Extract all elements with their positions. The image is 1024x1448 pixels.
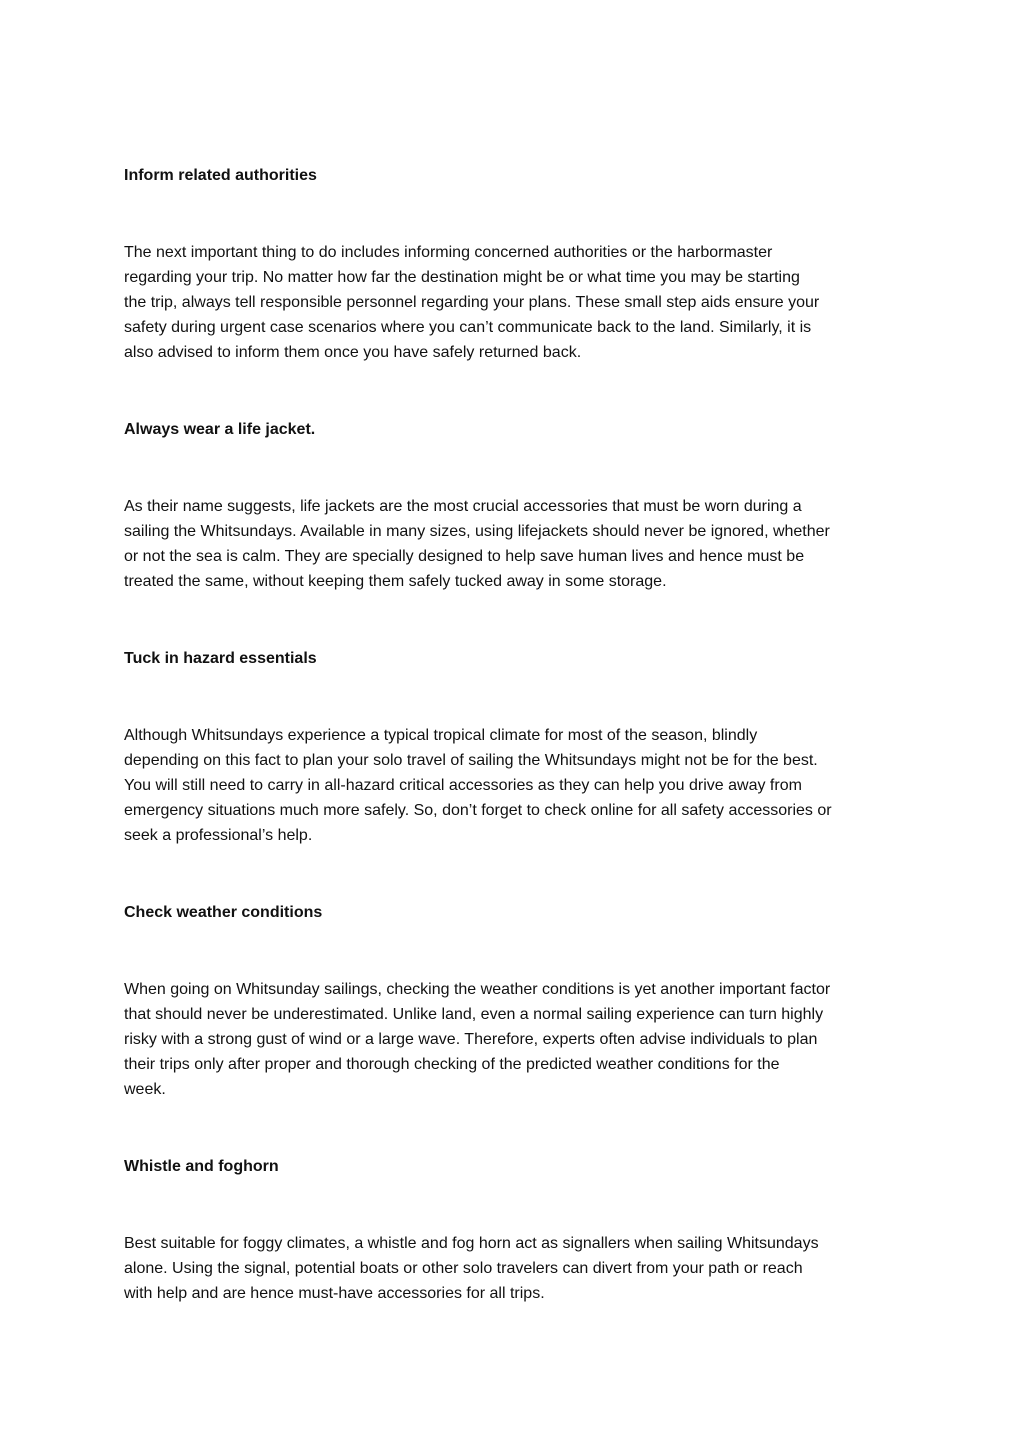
paragraph-line: depending on this fact to plan your solo travel of sailing the Whitsundays might not be for the best. xyxy=(124,752,818,769)
paragraph-line: As their name suggests, life jackets are the most crucial accessories that must be worn during a xyxy=(124,498,802,515)
paragraph-line: treated the same, without keeping them safely tucked away in some storage. xyxy=(124,573,667,590)
paragraph-line: sailing the Whitsundays. Available in many sizes, using lifejackets should never be ignored, whether xyxy=(124,523,830,540)
paragraph-line: alone. Using the signal, potential boats or other solo travelers can divert from your path or reach xyxy=(124,1260,803,1277)
section-heading: Tuck in hazard essentials xyxy=(124,650,317,667)
paragraph-line: also advised to inform them once you have safely returned back. xyxy=(124,344,582,361)
paragraph-line: week. xyxy=(124,1081,166,1098)
paragraph-line: that should never be underestimated. Unlike land, even a normal sailing experience can turn highly xyxy=(124,1006,824,1023)
section-life-jacket xyxy=(124,417,904,646)
section-paragraph xyxy=(124,977,904,1102)
section-heading: Inform related authorities xyxy=(124,167,317,184)
section-heading: Check weather conditions xyxy=(124,904,323,921)
section-inform-authorities xyxy=(124,163,904,417)
paragraph-line: You will still need to carry in all-hazard critical accessories as they can help you drive away from xyxy=(124,777,802,794)
section-paragraph xyxy=(124,723,904,848)
section-paragraph xyxy=(124,494,904,594)
section-paragraph xyxy=(124,1231,904,1306)
paragraph-line: The next important thing to do includes informing concerned authorities or the harbormaster xyxy=(124,244,773,261)
paragraph-line: seek a professional’s help. xyxy=(124,827,313,844)
paragraph-line: When going on Whitsunday sailings, checking the weather conditions is yet another important factor xyxy=(124,981,831,998)
paragraph-line: risky with a strong gust of wind or a large wave. Therefore, experts often advise individuals to plan xyxy=(124,1031,818,1048)
section-hazard-essentials xyxy=(124,646,904,900)
section-heading: Always wear a life jacket. xyxy=(124,421,316,438)
document-content xyxy=(124,163,904,1306)
paragraph-line: emergency situations much more safely. So, don’t forget to check online for all safety accessories or xyxy=(124,802,832,819)
paragraph-line: safety during urgent case scenarios where you can’t communicate back to the land. Similarly, it is xyxy=(124,319,812,336)
paragraph-line: Best suitable for foggy climates, a whistle and fog horn act as signallers when sailing Whitsundays xyxy=(124,1235,819,1252)
paragraph-line: the trip, always tell responsible personnel regarding your plans. These small step aids ensure your xyxy=(124,294,820,311)
paragraph-line: regarding your trip. No matter how far the destination might be or what time you may be starting xyxy=(124,269,800,286)
section-weather-conditions xyxy=(124,900,904,1154)
paragraph-line: with help and are hence must-have accessories for all trips. xyxy=(124,1285,545,1302)
paragraph-line: or not the sea is calm. They are specially designed to help save human lives and hence must be xyxy=(124,548,805,565)
section-whistle-foghorn xyxy=(124,1154,904,1306)
paragraph-line: their trips only after proper and thorough checking of the predicted weather conditions for the xyxy=(124,1056,780,1073)
section-heading: Whistle and foghorn xyxy=(124,1158,279,1175)
paragraph-line: Although Whitsundays experience a typical tropical climate for most of the season, blindly xyxy=(124,727,758,744)
section-paragraph xyxy=(124,240,904,365)
